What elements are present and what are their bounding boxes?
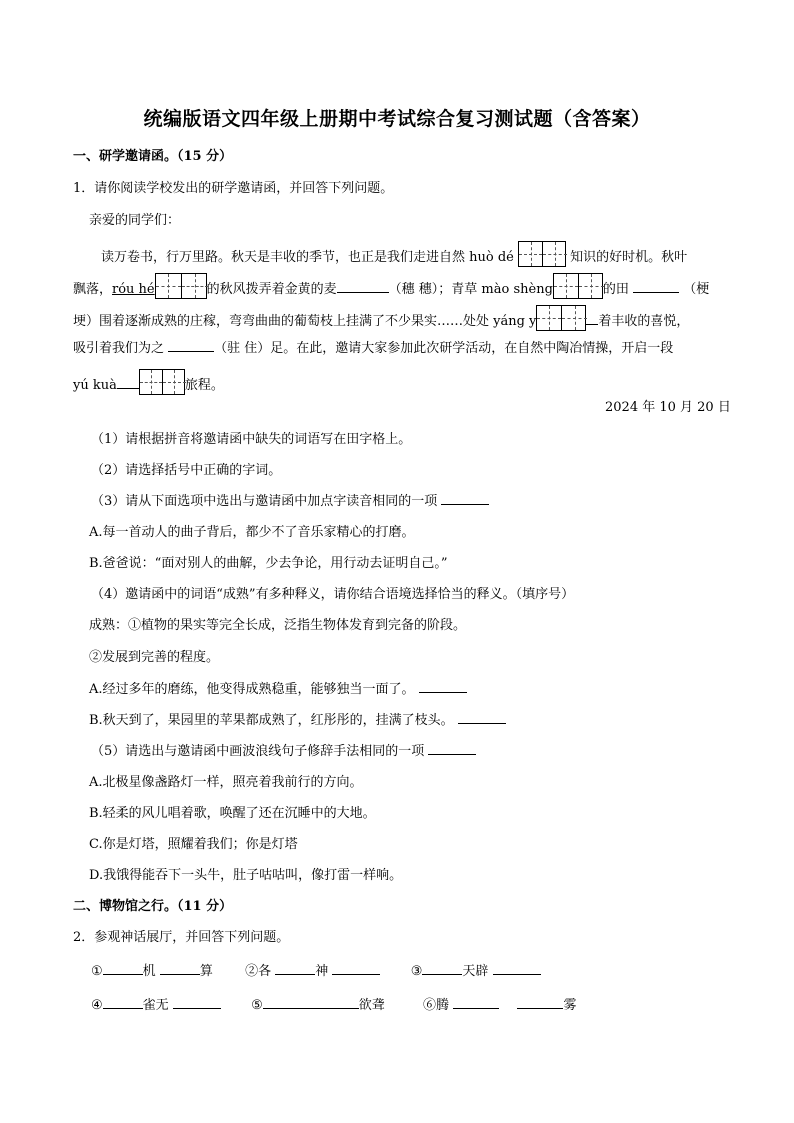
answer-blank[interactable] (441, 492, 489, 505)
option-5c: C.你是灯塔，照耀着我们；你是灯塔 (89, 837, 298, 852)
question-1-intro: 1．请你阅读学校发出的研学邀请函，并回答下列问题。 (73, 181, 394, 196)
definition-1: 成熟：①植物的果实等完全长成，泛指生物体发育到完备的阶段。 (89, 618, 467, 633)
tianzige-grid-rouhe[interactable] (155, 273, 207, 299)
answer-blank[interactable] (160, 962, 200, 975)
answer-blank[interactable] (422, 962, 462, 975)
letter-text: 的秋风拨弄着金黄的麦 (206, 282, 337, 297)
option-4a (89, 678, 467, 697)
idiom-1-text: 算 (199, 964, 213, 979)
option-4b (89, 709, 506, 728)
idiom-3-text: 天辟 (462, 964, 489, 979)
tianzige-grid-yukuai[interactable] (139, 369, 185, 395)
sub-question-1: （1）请根据拼音将邀请函中缺失的词语写在田字格上。 (91, 432, 412, 447)
idiom-row-2 (91, 994, 577, 1013)
idiom-3-text: ③ (410, 964, 423, 979)
idiom-2-text: ②各 (245, 964, 272, 979)
tianzige-grid-maosheng[interactable] (553, 273, 603, 299)
answer-blank[interactable] (337, 280, 389, 293)
answer-blank[interactable] (453, 996, 499, 1009)
option-5a: A.北极星像盏路灯一样，照亮着我前行的方向。 (89, 775, 363, 790)
answer-blank[interactable] (419, 680, 467, 693)
letter-text: 的田 (602, 282, 629, 297)
letter-line-5 (73, 369, 224, 395)
letter-line-1 (101, 241, 687, 267)
idiom-6-text: ⑥腾 (423, 998, 450, 1013)
idiom-4-text: 雀无 (142, 998, 169, 1013)
answer-blank[interactable] (263, 996, 359, 1009)
option-3b: B.爸爸说：“面对别人的曲解，少去争论，用行动去证明自己。” (89, 556, 448, 571)
idiom-5-text: 欲聋 (358, 998, 385, 1013)
answer-blank[interactable] (275, 962, 315, 975)
idiom-5-text: ⑤ (251, 998, 263, 1013)
letter-text: 读万卷书，行万里路。秋天是丰收的季节，也正是我们走进自然 huò dé (101, 250, 514, 265)
answer-blank[interactable] (458, 711, 506, 724)
letter-text: 飘落， (73, 282, 113, 297)
letter-text: 知识的好时机。秋叶 (570, 250, 688, 265)
answer-blank[interactable] (493, 962, 541, 975)
idiom-1-text: ① (91, 964, 103, 979)
answer-blank[interactable] (168, 339, 214, 352)
sub-question-3-text: （3）请从下面选项中选出与邀请函中加点字读音相同的一项 (91, 494, 438, 509)
sub-question-5 (91, 740, 476, 759)
tianzige-grid-yangyi[interactable] (536, 305, 586, 331)
answer-blank[interactable] (633, 280, 679, 293)
pinyin-yukuai: yú kuà (73, 378, 117, 393)
letter-line-2 (73, 273, 709, 299)
letter-text: （梗 (683, 282, 710, 297)
sub-question-3 (91, 490, 489, 509)
letter-greeting: 亲爱的同学们： (89, 213, 181, 228)
answer-blank[interactable] (117, 376, 139, 389)
answer-blank[interactable] (103, 996, 143, 1009)
section-1-heading: 一、研学邀请函。（15 分） (73, 149, 233, 164)
letter-text: 着丰收的喜悦， (598, 314, 690, 329)
option-5b: B.轻柔的风儿唱着歌，唤醒了还在沉睡中的大地。 (89, 806, 376, 821)
question-2-intro: 2．参观神话展厅，并回答下列问题。 (73, 930, 290, 945)
option-3a: A.每一首动人的曲子背后，都少不了音乐家精心的打磨。 (89, 525, 415, 540)
idiom-row-1 (91, 960, 541, 979)
letter-text: （穗 穗）；青草 mào shèng (388, 282, 553, 297)
idiom-6-text: 雾 (563, 998, 577, 1013)
option-4b-text: B.秋天到了，果园里的苹果都成熟了，红彤彤的，挂满了枝头。 (89, 713, 454, 728)
letter-text: 埂）围着逐渐成熟的庄稼，弯弯曲曲的葡萄枝上挂满了不少果实……处处 yáng y (73, 314, 537, 329)
answer-blank[interactable] (332, 962, 380, 975)
letter-text: 吸引着我们为之 (73, 341, 165, 356)
idiom-2-text: 神 (315, 964, 329, 979)
definition-2: ②发展到完善的程度。 (89, 650, 220, 665)
pinyin-rouhe: róu hé (112, 282, 155, 297)
tianzige-grid-huode[interactable] (518, 241, 566, 267)
answer-blank[interactable] (517, 996, 563, 1009)
letter-text: （驻 住）足。在此，邀请大家参加此次研学活动，在自然中陶冶情操，开启一段 (214, 341, 674, 356)
idiom-1-text: 机 (142, 964, 156, 979)
answer-blank[interactable] (586, 312, 598, 325)
option-5d: D.我饿得能吞下一头牛，肚子咕咕叫，像打雷一样响。 (89, 868, 403, 883)
sub-question-2: （2）请选择括号中正确的字词。 (91, 463, 282, 478)
answer-blank[interactable] (103, 962, 143, 975)
letter-date: 2024 年 10 月 20 日 (605, 400, 731, 415)
sub-question-4: （4）邀请函中的词语“成熟”有多种释义，请你结合语境选择恰当的释义。（填序号） (91, 587, 575, 602)
letter-line-4 (73, 337, 673, 356)
option-4a-text: A.经过多年的磨练，他变得成熟稳重，能够独当一面了。 (89, 682, 415, 697)
page-title: 统编版语文四年级上册期中考试综合复习测试题（含答案） (143, 108, 651, 130)
section-2-heading: 二、博物馆之行。（11 分） (73, 899, 233, 914)
letter-text: 旅程。 (184, 378, 224, 393)
letter-line-3 (73, 305, 689, 331)
idiom-4-text: ④ (91, 998, 103, 1013)
answer-blank[interactable] (428, 742, 476, 755)
answer-blank[interactable] (173, 996, 221, 1009)
sub-question-5-text: （5）请选出与邀请函中画波浪线句子修辞手法相同的一项 (91, 744, 425, 759)
